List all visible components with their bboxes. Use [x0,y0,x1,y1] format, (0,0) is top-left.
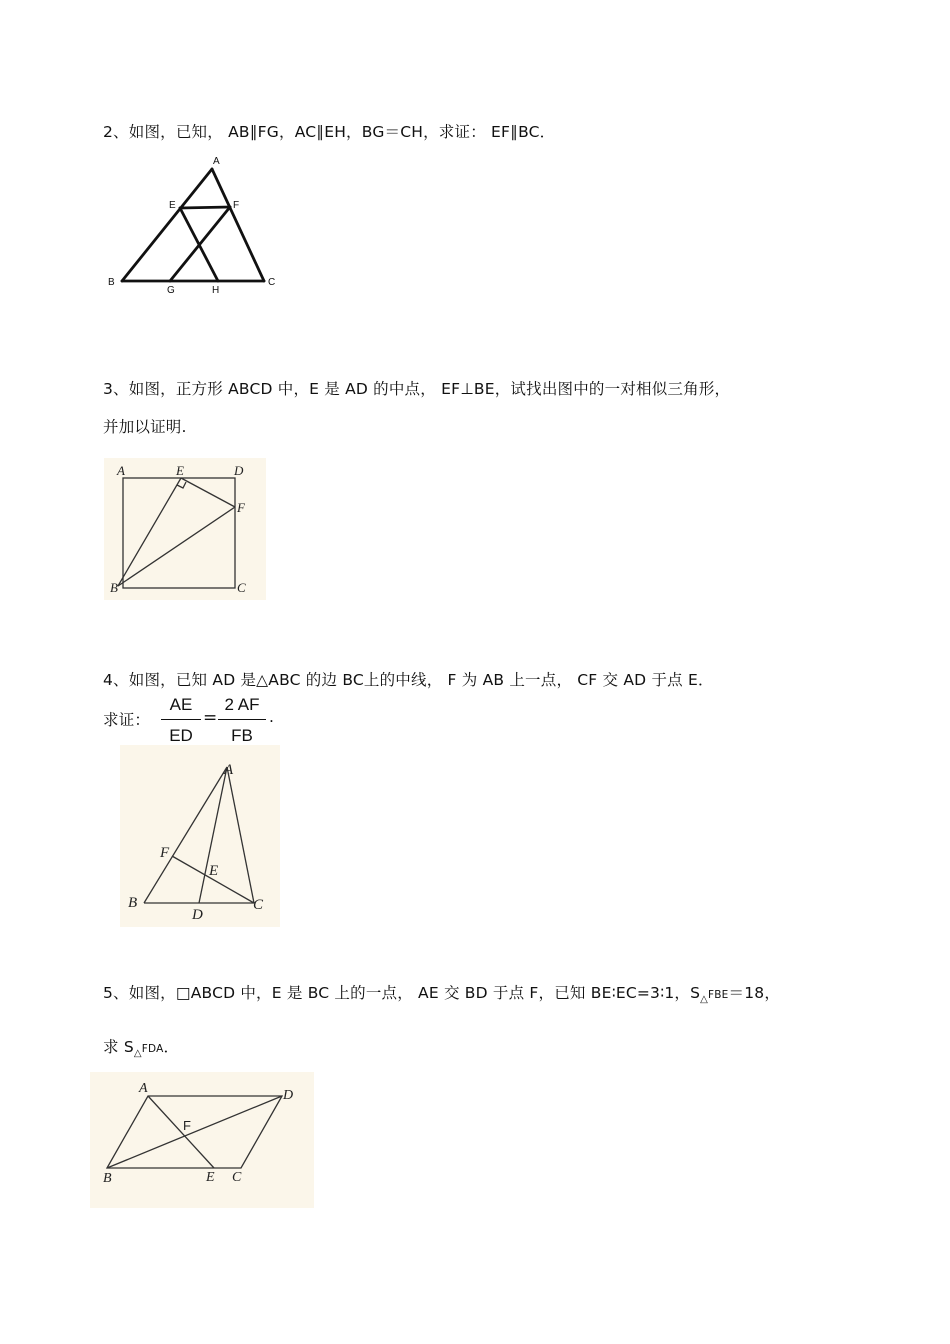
problem-3-line2: 并加以证明. [103,418,187,436]
fig2-label-h: H [212,285,220,296]
fig5-label-d: D [283,1088,294,1103]
problem-5-question: 求 S [103,1038,134,1056]
figure-2 [100,150,290,300]
fig4-label-b: B [128,895,138,911]
fig3-label-a: A [117,463,125,478]
fig3-segment-bf [118,507,235,586]
fig2-segment-eh [180,208,218,281]
fig2-label-a: A [213,156,220,167]
fraction-denominator: ED [169,726,193,745]
fig4-median-ad [199,767,227,903]
problem-2-text: 2、如图，已知， AB∥FG，AC∥EH，BG＝CH，求证： EF∥BC． [103,123,556,141]
fig5-label-b: B [103,1171,112,1186]
fraction-ae-ed [161,695,201,746]
area-subscript-fbe: FBE [708,989,729,1001]
area-subscript-fda: FDA [141,1043,164,1055]
fig5-label-c: C [232,1170,242,1185]
fig5-label-f: F [183,1118,191,1133]
fig2-label-f: F [233,200,240,211]
fraction-denominator: FB [231,726,253,745]
fig3-label-b: B [110,580,118,595]
fraction-2af-fb [218,695,266,746]
area-value: ＝18， [728,984,781,1002]
fig3-label-d: D [234,463,244,478]
problem-5-end: ． [163,1038,180,1056]
figure-4 [120,745,280,927]
problem-5-text: 5、如图，□ABCD 中，E 是 BC 上的一点， AE 交 BD 于点 F，已知 BE∶EC=3∶1，S [103,984,701,1002]
problem-5-line1 [103,981,780,1003]
fig4-label-a: A [224,762,234,778]
fraction-numerator: AE [161,695,201,720]
fig3-label-c: C [237,580,246,595]
fig2-side-ab [122,169,212,281]
fig3-segment-ef [181,478,235,507]
period: . [269,708,275,726]
triangle-icon: △ [133,1048,142,1059]
fig5-segment-ae [148,1096,214,1168]
fig3-segment-be [118,478,181,586]
figure-3 [104,458,266,600]
problem-3-line1: 3、如图，正方形 ABCD 中，E 是 AD 的中点， EF⊥BE，试找出图中的一对相似三角形， [103,380,731,398]
problem-5-line2 [103,1035,179,1057]
fig2-segment-ef [180,207,230,208]
fig4-side-ac [227,767,254,903]
fig4-label-e: E [209,863,219,879]
fig2-side-ac [212,169,264,281]
fig4-label-f: F [160,845,170,861]
fig2-label-b: B [108,277,115,288]
problem-4-line1: 4、如图，已知 AD 是△ABC 的边 BC上的中线， F 为 AB 上一点， CF 交 AD 于点 E． [103,671,714,689]
fig4-label-c: C [253,897,264,913]
figure-5 [90,1072,314,1208]
fig4-label-d: D [192,907,203,923]
fig2-label-e: E [169,200,176,211]
fig5-label-e: E [206,1170,215,1185]
fig5-label-a: A [139,1081,148,1096]
fig3-label-f: F [237,500,245,515]
fig5-diagonal-bd [107,1096,282,1168]
fig2-label-c: C [268,277,276,288]
fig3-label-e: E [176,463,184,478]
problem-4-prove-label: 求证： [103,711,151,729]
fig4-side-ab [144,767,227,903]
fig2-label-g: G [167,285,175,296]
triangle-icon: △ [700,994,709,1005]
equals-sign: = [203,708,218,728]
fraction-numerator: 2 AF [218,695,266,720]
